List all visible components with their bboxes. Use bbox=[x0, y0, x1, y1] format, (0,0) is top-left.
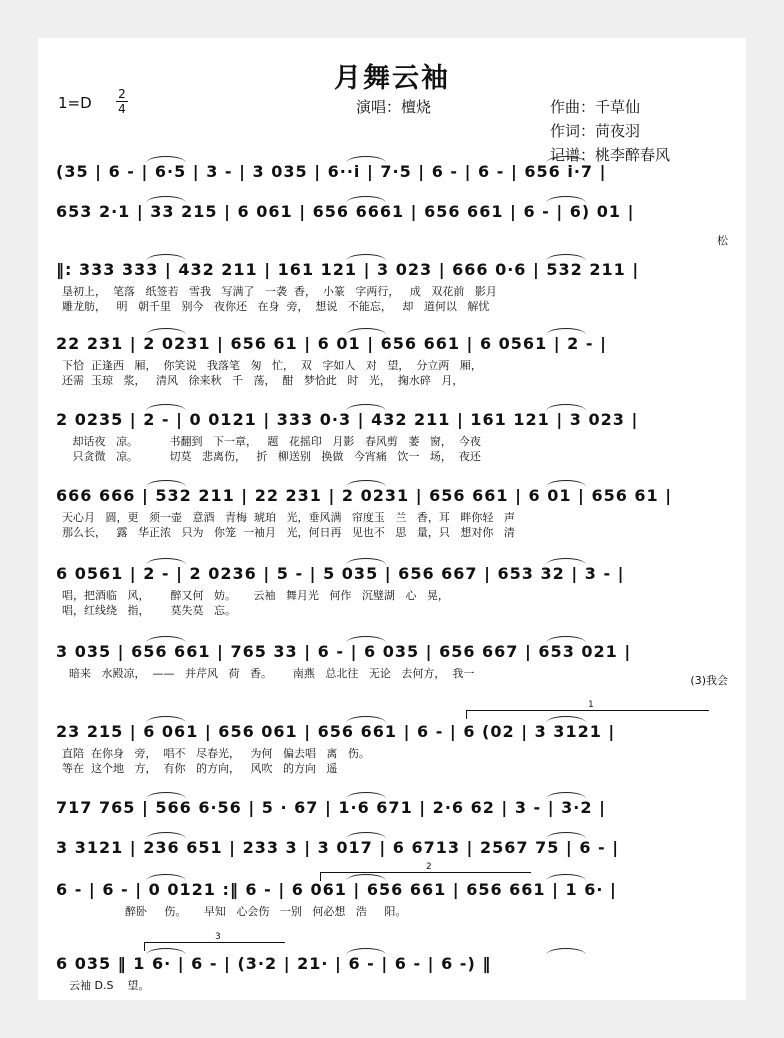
composer-credit: 作曲：千草仙 bbox=[550, 98, 641, 116]
slur-mark bbox=[146, 832, 186, 839]
meter-top: 2 bbox=[118, 87, 126, 101]
slur-mark bbox=[546, 832, 586, 839]
slur-mark bbox=[546, 328, 586, 335]
side-annotation: (3)我会 bbox=[690, 674, 728, 687]
song-title: 月舞云袖 bbox=[334, 63, 450, 94]
score-system bbox=[56, 838, 728, 862]
slur-mark bbox=[346, 558, 386, 565]
score-system bbox=[56, 334, 728, 388]
notation-line: 2 0235 | 2 - | 0 0121 | 333 0·3 | 432 211 | 161 121 | 3 023 | bbox=[56, 410, 639, 429]
slur-mark bbox=[146, 874, 186, 881]
slur-mark bbox=[546, 792, 586, 799]
slur-mark bbox=[546, 196, 586, 203]
slur-mark bbox=[146, 716, 186, 723]
score-system bbox=[56, 486, 728, 540]
slur-mark bbox=[346, 480, 386, 487]
score-system bbox=[56, 202, 728, 247]
notation-line: 6 035 ‖ 1 6· | 6 - | (3·2 | 21· | 6 - | 6 - | 6 -) ‖ bbox=[56, 954, 492, 973]
slur-mark bbox=[346, 328, 386, 335]
lyric-line: 下恰 正逢西 厢， 你笑说 我落笔 匆 忙， 双 字如人 对 望， 分立两 厢， bbox=[62, 359, 482, 372]
singer-credit: 演唱：檀烧 bbox=[356, 98, 432, 116]
slur-mark bbox=[146, 328, 186, 335]
lyric-line: 暗来 水殿凉， —— 并芹风 荷 香。 南燕 总北往 无论 去何方， 我一 bbox=[62, 667, 475, 680]
time-signature bbox=[116, 88, 128, 115]
volta-1-number: 1 bbox=[588, 700, 594, 710]
slur-mark bbox=[346, 196, 386, 203]
notation-line: 3 035 | 656 661 | 765 33 | 6 - | 6 035 | 656 667 | 653 021 | bbox=[56, 642, 632, 661]
lyric-line: 却话夜 凉。 书翻到 下一章， 题 花摇印 月影 春风剪 萎 窗， 今夜 bbox=[62, 435, 481, 448]
volta-third-ending bbox=[144, 932, 285, 951]
lyric-line: 唱，红线绕 指， 莫失莫 忘。 bbox=[62, 604, 236, 617]
score-system bbox=[56, 410, 728, 464]
slur-mark bbox=[346, 404, 386, 411]
slur-mark bbox=[146, 792, 186, 799]
slur-mark bbox=[346, 254, 386, 261]
lyric-line: 垦初上， 笔落 纸签若 雪我 写满了 一袭 香， 小篆 字两行， 成 双花前 影月 bbox=[62, 285, 497, 298]
score-system bbox=[56, 798, 728, 822]
lyric-line: 云袖 D.S 望。 bbox=[62, 979, 150, 992]
volta-second-ending bbox=[320, 862, 531, 881]
lyric-line: 天心月 圆，更 须一壶 意酒 青梅 琥珀 光，垂风满 帘度玉 兰 香，耳 畔你轻 声 bbox=[62, 511, 515, 524]
volta-first-ending bbox=[466, 700, 709, 719]
slur-mark bbox=[346, 832, 386, 839]
score-system bbox=[56, 162, 728, 186]
score-system bbox=[56, 642, 728, 696]
slur-mark bbox=[146, 196, 186, 203]
lyric-line: 还需 玉琼 浆， 清风 徐来秋 千 荡， 酣 梦恰此 时 光， 掬水碎 月， bbox=[62, 374, 464, 387]
score-system bbox=[56, 260, 728, 314]
key-signature: 1=D bbox=[58, 94, 92, 112]
slur-mark bbox=[546, 558, 586, 565]
slur-mark bbox=[546, 404, 586, 411]
score-system bbox=[56, 722, 728, 776]
slur-mark bbox=[346, 156, 386, 163]
lyric-line: 直陪 在你身 旁， 唱不 尽春光， 为何 偏去唱 离 伤。 bbox=[62, 747, 370, 760]
volta-2-number: 2 bbox=[426, 862, 432, 872]
slur-mark bbox=[146, 480, 186, 487]
slur-mark bbox=[346, 716, 386, 723]
slur-mark bbox=[546, 156, 586, 163]
lyric-line: 只贪微 凉。 切莫 悲离伤， 折 柳送别 换做 今宵痛 饮一 场， 夜还 bbox=[62, 450, 481, 463]
lyric-line: 醉卧 伤。 早知 心会伤 一别 何必想 浩 阳。 bbox=[62, 905, 407, 918]
transcriber-credit: 记谱：桃李醉春风 bbox=[550, 146, 671, 164]
lyric-line bbox=[56, 681, 728, 696]
slur-mark bbox=[146, 156, 186, 163]
notation-line: 666 666 | 532 211 | 22 231 | 2 0231 | 656 661 | 6 01 | 656 61 | bbox=[56, 486, 673, 505]
slur-mark bbox=[346, 636, 386, 643]
notation-line: ‖: 333 333 | 432 211 | 161 121 | 3 023 | 666 0·6 | 532 211 | bbox=[56, 260, 640, 279]
lyric-line: 那么长， 露 华正浓 只为 你笼 一袖月 光，何日再 见也不 思 量，只 想对你 清 bbox=[62, 526, 515, 539]
score-system bbox=[56, 564, 728, 618]
notation-line: 653 2·1 | 33 215 | 6 061 | 656 6661 | 656 661 | 6 - | 6) 01 | bbox=[56, 202, 635, 221]
meter-bottom: 4 bbox=[118, 102, 126, 116]
notation-line: 6 0561 | 2 - | 2 0236 | 5 - | 5 035 | 656 667 | 653 32 | 3 - | bbox=[56, 564, 625, 583]
slur-mark bbox=[146, 404, 186, 411]
sheet-page bbox=[38, 38, 746, 1000]
lyricist-credit: 作词：苘夜羽 bbox=[550, 122, 641, 140]
slur-mark bbox=[546, 948, 586, 955]
side-annotation: 松 bbox=[717, 234, 728, 247]
notation-line: 22 231 | 2 0231 | 656 61 | 6 01 | 656 661 | 6 0561 | 2 - | bbox=[56, 334, 607, 353]
notation-line: 23 215 | 6 061 | 656 061 | 656 661 | 6 - | 6 (02 | 3 3121 | bbox=[56, 722, 616, 741]
slur-mark bbox=[146, 254, 186, 261]
lyric-line: 唱，把酒临 风， 醉又何 妨。 云袖 舞月光 何作 沉璧湖 心 晃， bbox=[62, 589, 449, 602]
slur-mark bbox=[546, 480, 586, 487]
lyric-line: 雕龙舫， 明 朝千里 别今 夜你还 在身 旁， 想说 不能忘， 却 道何以 解忧 bbox=[62, 300, 490, 313]
score-system bbox=[56, 880, 728, 919]
slur-mark bbox=[346, 792, 386, 799]
notation-line: 6 - | 6 - | 0 0121 :‖ 6 - | 6 061 | 656 661 | 656 661 | 1 6· | bbox=[56, 880, 617, 899]
notation-line: 3 3121 | 236 651 | 233 3 | 3 017 | 6 6713 | 2567 75 | 6 - | bbox=[56, 838, 620, 857]
notation-line: 717 765 | 566 6·56 | 5 · 67 | 1·6 671 | 2·6 62 | 3 - | 3·2 | bbox=[56, 798, 606, 817]
score-system bbox=[56, 954, 728, 993]
slur-mark bbox=[346, 948, 386, 955]
lyric-line: 等在 这个地 方， 有你 的方向， 风吹 的方向 遥 bbox=[62, 762, 338, 775]
slur-mark bbox=[146, 558, 186, 565]
notation-line: (35 | 6 - | 6·5 | 3 - | 3 035 | 6··i | 7·5 | 6 - | 6 - | 656 i·7 | bbox=[56, 162, 607, 181]
slur-mark bbox=[146, 636, 186, 643]
slur-mark bbox=[546, 254, 586, 261]
slur-mark bbox=[546, 636, 586, 643]
volta-3-number: 3 bbox=[215, 932, 221, 942]
slur-mark bbox=[546, 874, 586, 881]
